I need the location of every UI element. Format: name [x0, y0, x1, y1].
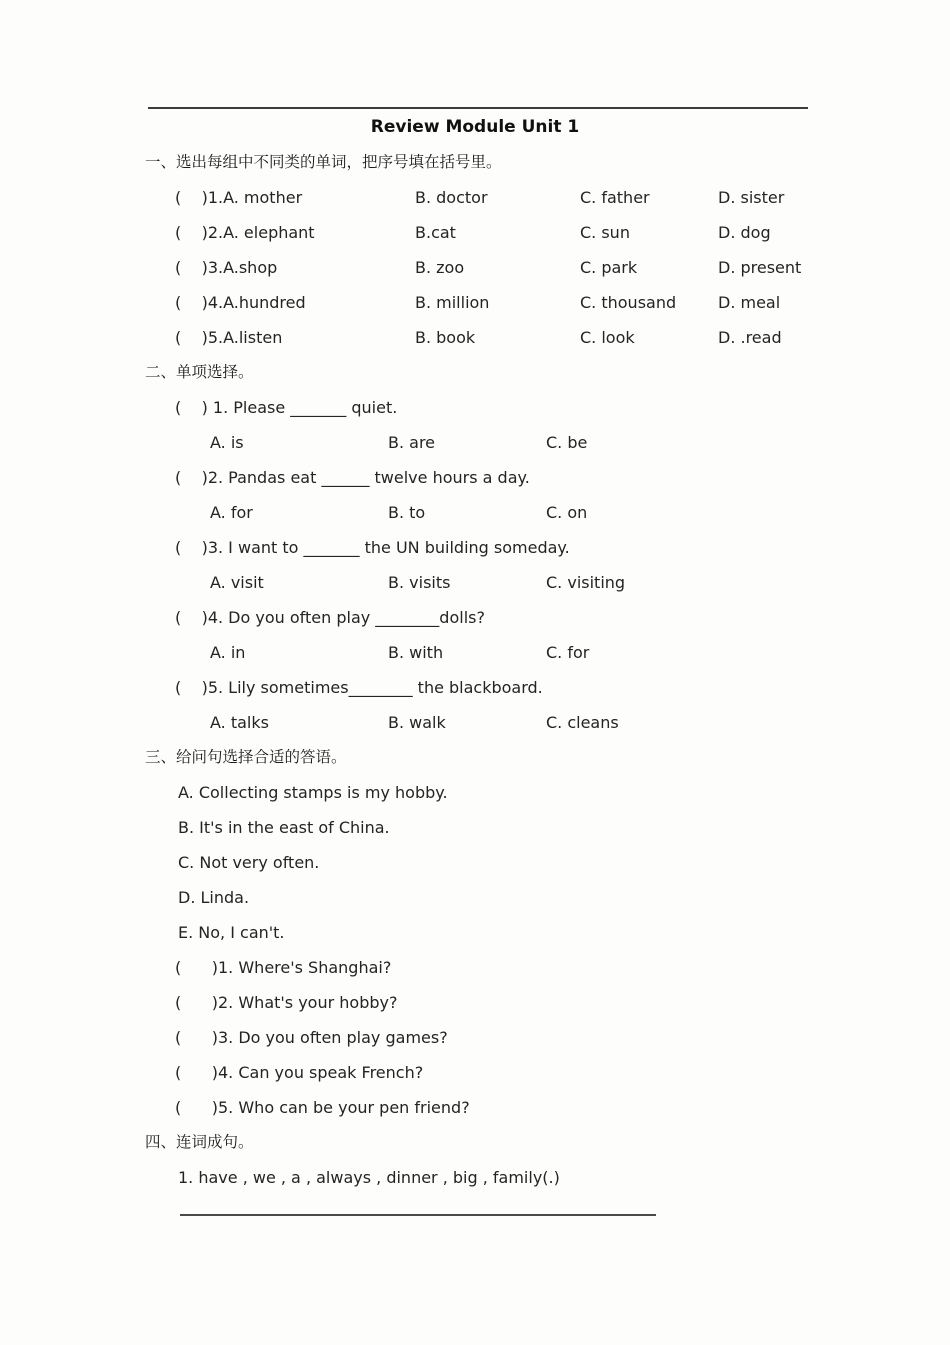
vocab-row-4 — [175, 285, 950, 320]
answer-bank-item-c: C. Not very often. — [178, 853, 320, 872]
vocab-option-c: C. park — [580, 258, 638, 277]
section-3-heading: 三、给问句选择合适的答语。 — [145, 748, 347, 766]
mc-answers-1 — [210, 425, 950, 460]
mc-answers-4 — [210, 635, 950, 670]
answer-blank-line — [180, 1213, 656, 1216]
mc-answers-3 — [210, 565, 950, 600]
vocab-row-3 — [175, 250, 950, 285]
mc-question-5: ( )5. Lily sometimes________ the blackboard. — [175, 678, 543, 697]
mc-answer-c: C. be — [546, 433, 588, 452]
mc-answer-b: B. walk — [388, 713, 446, 732]
mc-answer-c: C. on — [546, 503, 588, 522]
mc-answer-a: A. visit — [210, 573, 264, 592]
page-title: Review Module Unit 1 — [370, 117, 580, 137]
matching-question-1: ( )1. Where's Shanghai? — [175, 958, 392, 977]
vocab-option-d: D. dog — [718, 223, 771, 242]
matching-question-2: ( )2. What's your hobby? — [175, 993, 398, 1012]
mc-answer-a: A. talks — [210, 713, 269, 732]
mc-question-3: ( )3. I want to _______ the UN building someday. — [175, 538, 570, 557]
matching-question-5: ( )5. Who can be your pen friend? — [175, 1098, 470, 1117]
vocab-option-d: D. .read — [718, 328, 782, 347]
vocab-option-b: B.cat — [415, 223, 456, 242]
vocab-option-d: D. meal — [718, 293, 781, 312]
mc-answers-2 — [210, 495, 950, 530]
matching-question-3: ( )3. Do you often play games? — [175, 1028, 448, 1047]
vocab-option-b: B. book — [415, 328, 476, 347]
section-2-heading: 二、单项选择。 — [145, 363, 254, 381]
vocab-option-c: C. sun — [580, 223, 630, 242]
vocab-option-a: ( )4.A.hundred — [175, 293, 306, 312]
answer-bank-item-e: E. No, I can't. — [178, 923, 285, 942]
vocab-option-c: C. thousand — [580, 293, 677, 312]
section-1-heading: 一、选出每组中不同类的单词，把序号填在括号里。 — [145, 153, 502, 171]
mc-answer-a: A. in — [210, 643, 246, 662]
vocab-option-a: ( )5.A.listen — [175, 328, 283, 347]
mc-answer-b: B. are — [388, 433, 436, 452]
mc-question-2: ( )2. Pandas eat ______ twelve hours a day. — [175, 468, 530, 487]
answer-bank-item-d: D. Linda. — [178, 888, 250, 907]
mc-answer-a: A. is — [210, 433, 244, 452]
section-4-heading: 四、连词成句。 — [145, 1133, 254, 1151]
matching-question-4: ( )4. Can you speak French? — [175, 1063, 424, 1082]
mc-answer-c: C. for — [546, 643, 590, 662]
answer-bank-item-b: B. It's in the east of China. — [178, 818, 390, 837]
vocab-option-b: B. doctor — [415, 188, 488, 207]
mc-answer-a: A. for — [210, 503, 253, 522]
sentence-scramble-item: 1. have , we , a , always , dinner , big , family(.) — [178, 1168, 560, 1187]
answer-bank-item-a: A. Collecting stamps is my hobby. — [178, 783, 448, 802]
vocab-option-c: C. look — [580, 328, 635, 347]
vocab-option-a: ( )3.A.shop — [175, 258, 278, 277]
vocab-option-a: ( )2.A. elephant — [175, 223, 315, 242]
mc-answer-b: B. to — [388, 503, 426, 522]
vocab-option-c: C. father — [580, 188, 650, 207]
mc-answer-b: B. with — [388, 643, 444, 662]
mc-answers-5 — [210, 705, 950, 740]
vocab-option-b: B. million — [415, 293, 490, 312]
vocab-row-2 — [175, 215, 950, 250]
vocab-option-b: B. zoo — [415, 258, 465, 277]
mc-question-1: ( ) 1. Please _______ quiet. — [175, 398, 398, 417]
vocab-row-1 — [175, 180, 950, 215]
vocab-option-d: D. present — [718, 258, 802, 277]
vocab-option-d: D. sister — [718, 188, 785, 207]
mc-answer-c: C. cleans — [546, 713, 619, 732]
vocab-row-5 — [175, 320, 950, 355]
vocab-option-a: ( )1.A. mother — [175, 188, 303, 207]
mc-answer-b: B. visits — [388, 573, 451, 592]
mc-answer-c: C. visiting — [546, 573, 626, 592]
mc-question-4: ( )4. Do you often play ________dolls? — [175, 608, 485, 627]
